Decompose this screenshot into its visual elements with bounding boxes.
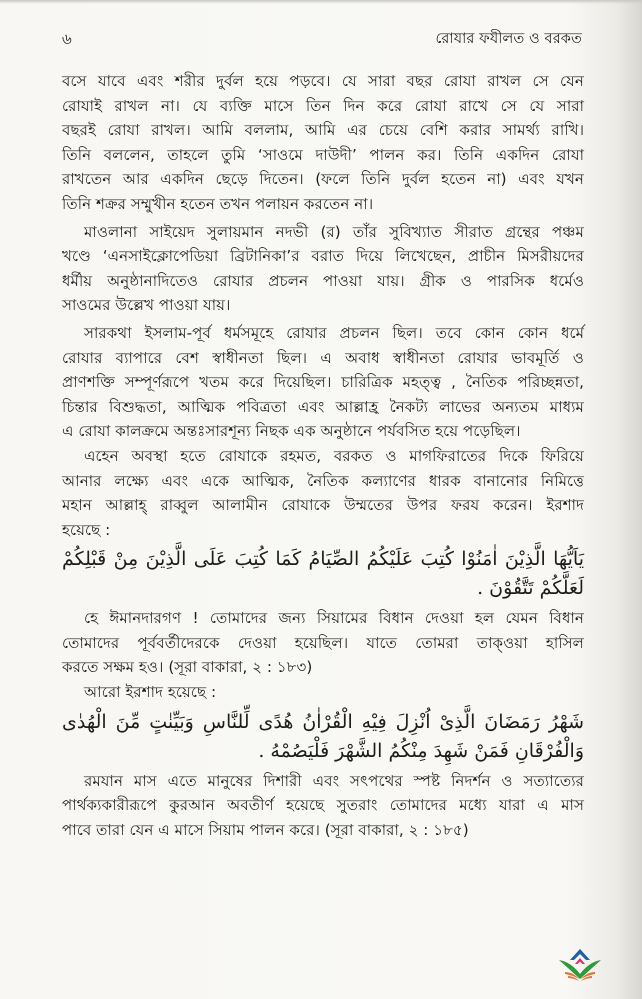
logo-orange-page-right-2 (581, 976, 592, 981)
text-line: খণ্ডে ‘এনসাইক্লোপেডিয়া ব্রিটানিকা’র বরাত দিয়ে লিখেছেন, প্রাচীন মিসরীয়দের (62, 247, 584, 266)
text-line: তিনি শক্রর সম্মুখীন হতেন তখন পলায়ন করতেন না। (62, 194, 374, 213)
arabic-verse-1 (62, 545, 584, 603)
logo-orange-page-left-2 (568, 976, 579, 981)
text-line: এ রোযা কালক্রমে অন্তঃসারশূন্য নিছক এক অনুষ্ঠানে পর্যবসিত হয়ে পড়েছিল। (62, 422, 521, 441)
running-head (62, 28, 582, 50)
book-title: রোযার ফযীলত ও বরকত (435, 31, 582, 47)
paragraph (62, 69, 584, 217)
text-line: পার্থক্যকারীরূপে কুরআন অবতীর্ণ হয়েছে সুতরাং তোমাদের মধ্যে যারা এ মাস (62, 796, 584, 815)
text-line: বসে যাবে এবং শরীর দুর্বল হয়ে পড়বে। যে সারা বছর রোযা রাখল সে যেন (62, 72, 584, 90)
text-line: হে ঈমানদারগণ ! তোমাদের জন্য সিয়ামের বিধান দেওয়া হল যেমন বিধান (84, 609, 584, 628)
text-line: মহান আল্লাহ্ রাব্বুল আলামীন রোযাকে উম্মতের উপর ফরয করেন। ইরশাদ (62, 496, 584, 515)
arabic-line: شَهْرُ رَمَضَانَ الَّذِىْ اُنْزِلَ فِيْهِ الْقُرْاٰنُ هُدًى لِّلنَّاسِ وَبَيِّنٰتٍ مِّنَ الْهُدٰى (62, 710, 584, 733)
arabic-line: يَاَيُّهَا الَّذِيْنَ اٰمَنُوْا كُتِبَ عَلَيْكُمُ الصِّيَامُ كَمَا كُتِبَ عَلَى الَّذِيْنَ مِنْ قَبْلِكُمْ (62, 548, 584, 571)
text-line: প্রাণশক্তি সম্পূর্ণরূপে খতম করে দিয়েছিল। চারিত্রিক মহত্ত্ব , নৈতিক পরিচ্ছন্নতা, (62, 373, 584, 392)
text-line: তোমাদের পূর্ববর্তীদেরকে দেওয়া হয়েছিল। যাতে তোমরা তাক্ওয়া হাসিল (62, 633, 584, 652)
text-line: সাওমের উল্লেখ পাওয়া যায়। (62, 296, 231, 315)
verse-1-translation (62, 606, 584, 680)
paragraph (62, 220, 584, 318)
paragraph (62, 321, 584, 444)
publisher-book-logo-icon (557, 945, 603, 985)
text-line: করতে সক্ষম হও। (সূরা বাকারা, ২ : ১৮৩) (62, 658, 313, 677)
text-line: মাওলানা সাইয়েদ সুলায়মান নদভী (র) তাঁর সুবিখ্যাত সীরাত গ্রন্থের পঞ্চম (84, 222, 584, 241)
text-line: এহেন অবস্থা হতে রোযাকে রহমত, বরকত ও মাগফিরাতের দিকে ফিরিয়ে (84, 446, 584, 465)
text-line: তিনি বললেন, তাহলে তুমি ‘সাওমে দাউদী’ পালন কর। তিনি একদিন রোযা (62, 145, 584, 164)
page-number: ৬ (62, 30, 72, 48)
body-text (62, 69, 584, 842)
text-line: পাবে তারা যেন এ মাসে সিয়াম পালন করে। (সূরা বাকারা, ২ : ১৮৫) (62, 820, 469, 839)
text-line: ধর্মীয় অনুষ্ঠানাদিতেও রোযার প্রচলন পাওয়া যায়। গ্রীক ও পারসিক ধর্মেও (62, 271, 584, 290)
text-line: চিন্তার বিশুদ্ধতা, আত্মিক পবিত্রতা এবং আল্লাহ্র নৈকট্য লাভের অন্যতম মাধ্যম (62, 397, 584, 416)
logo-pink-chevron (575, 958, 585, 964)
arabic-line: وَالْفُرْقَانِ فَمَنْ شَهِدَ مِنْكُمُ الشَّهْرَ فَلْيَصُمْهُ . (258, 739, 584, 762)
text-line: আনার লক্ষ্যে এবং একে আত্মিক, নৈতিক কল্যাণের ধারক বানানোর নিমিত্তে (62, 471, 584, 490)
text-line: সারকথা ইসলাম-পূর্ব ধর্মসমূহে রোযার প্রচলন ছিল। তবে কোন কোন ধর্মে (84, 323, 584, 342)
arabic-verse-2 (62, 708, 584, 766)
paragraph (62, 444, 584, 542)
text-line: রোযাই রাখল না। যে ব্যক্তি মাসে তিন দিন করে রোযা রাখে সে যে সারা (62, 96, 584, 115)
logo-green-wing (559, 960, 601, 979)
text-line: রোযার ব্যাপারে বেশ স্বাধীনতা ছিল। এ অবাধ স্বাধীনতা রোযার ভাবমূর্তি ও (62, 348, 584, 367)
arabic-line: لَعَلَّكُمْ تَتَّقُوْنَ . (477, 577, 584, 600)
verse-2-intro: আরো ইরশাদ হয়েছে : (84, 683, 217, 702)
verse-2-translation (62, 769, 584, 843)
text-line: রমযান মাস এতে মানুষের দিশারী এবং সৎপথের স্পষ্ট নিদর্শন ও সত্যাত্যের (84, 771, 584, 790)
text-line: রাখতেন আর একদিন ছেড়ে দিতেন। (ফলে তিনি দুর্বল হতেন না) এবং যখন (62, 170, 584, 189)
text-line: বছরই রোযা রাখল। আমি বললাম, আমি এর চেয়ে বেশি করার সামর্থ্য রাখি। (62, 121, 584, 140)
text-line: হয়েছে : (62, 520, 111, 539)
